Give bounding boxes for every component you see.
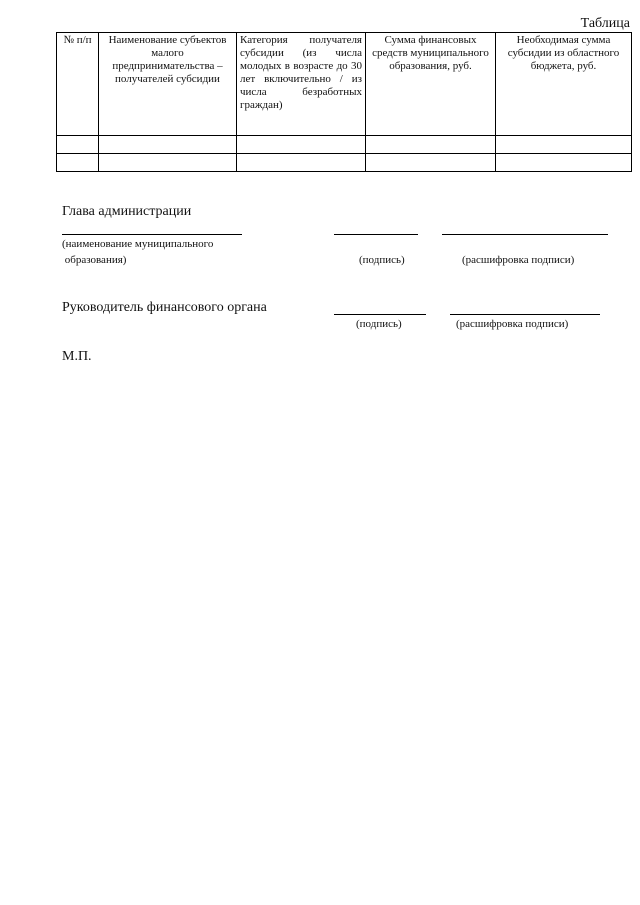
header-regional-subsidy: Необходимая сумма субсидии из областного бюджета, руб. [496,33,632,136]
admin-signature-line [334,234,418,235]
header-recipient-category: Категория получателя субсидии (из числа молодых в возрасте до 30 лет включительно / из числа безработных граждан) [237,33,366,136]
admin-decoding-line [442,234,608,235]
admin-signature-note: (подпись) [359,254,405,266]
head-of-admin-title: Глава администрации [62,204,192,219]
table-cell [57,154,99,172]
finance-decoding-line [450,314,600,315]
table-header-row [57,33,632,136]
table-cell [496,136,632,154]
municipality-note-line1: (наименование муниципального [62,238,214,250]
finance-signature-note: (подпись) [356,318,402,330]
table-cell [99,154,237,172]
table-cell [496,154,632,172]
stamp-place: М.П. [62,349,92,364]
head-of-finance-title: Руководитель финансового органа [62,300,267,315]
municipality-note-line2: образования) [62,254,127,266]
header-municipal-funds: Сумма финансовых средств муниципального образования, руб. [366,33,496,136]
admin-decoding-note: (расшифровка подписи) [462,254,575,266]
table-cell [99,136,237,154]
finance-decoding-note: (расшифровка подписи) [456,318,569,330]
table-cell [57,136,99,154]
municipality-name-line [62,234,242,235]
subsidy-table [56,32,632,172]
table-row [57,154,632,172]
finance-signature-line [334,314,426,315]
header-number: № п/п [57,33,99,136]
table-cell [366,136,496,154]
table-cell [366,154,496,172]
table-cell [237,154,366,172]
table-caption: Таблица [580,16,630,31]
table-cell [237,136,366,154]
header-subject-name: Наименование субъектов малого предпринимательства – получателей субсидии [99,33,237,136]
table-row [57,136,632,154]
